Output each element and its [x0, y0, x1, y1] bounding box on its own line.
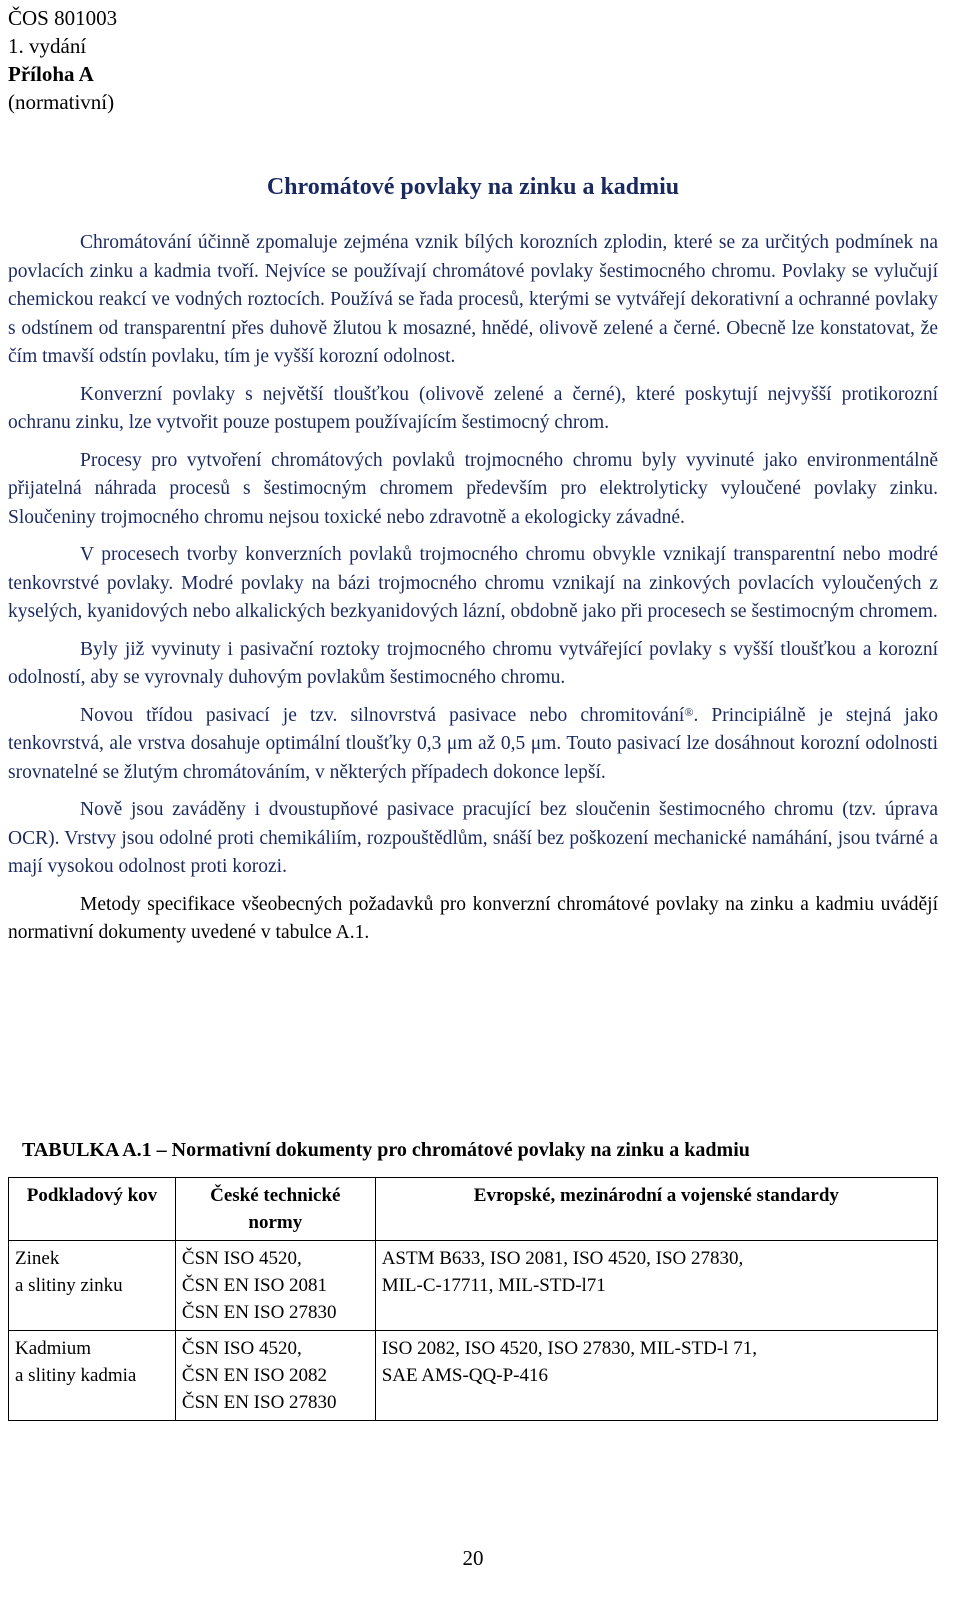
paragraph-6-end: . Principiálně je stejná jako tenkovrstvá, ale vrstva dosahuje optimální tloušťky 0,3 μm až 0,5 μm. Touto pasivací lze dosáhnout korozní odolnosti srovnatelné se žlutým chromátováním, v některých případech dokonce lepší.: [8, 704, 939, 783]
cell-line: SAE AMS-QQ-P-416: [381, 1365, 548, 1386]
cell-line: ISO 2082, ISO 4520, ISO 27830, MIL-STD-l 71,: [381, 1338, 757, 1359]
edition: 1. vydání: [8, 34, 87, 58]
cell-line: MIL-C-17711, MIL-STD-l71: [381, 1275, 606, 1296]
paragraph-4: V procesech tvorby konverzních povlaků trojmocného chromu obvykle vznikají transparentní nebo modré tenkovrstvé povlaky. Modré povlaky na bázi trojmocného chromu vznikají na zinkových povlacích vyloučených z kyselých, kyanidových nebo alkalických bezkyanidových lázní, obdobně jako při procesech se šestimocným chromem.: [8, 544, 938, 622]
registered-mark: ®: [684, 704, 694, 719]
page-title: Chromátové povlaky na zinku a kadmiu: [266, 174, 680, 200]
cell-metal: [9, 1241, 176, 1331]
standard-number: ČOS 801003: [8, 6, 118, 30]
cell-line: ČSN EN ISO 2082: [181, 1365, 328, 1386]
header-intl-standards: Evropské, mezinárodní a vojenské standardy: [375, 1178, 937, 1241]
paragraph-1: Chromátování účinně zpomaluje zejména vznik bílých korozních zplodin, které se za určitých podmínek na povlacích zinku a kadmia tvoří. Nejvíce se používají chromátové povlaky šestimocného chromu. Povlaky se vylučují chemickou reakcí ve vodných roztocích. Používá se řada procesů, kterými se vytvářejí dekorativní a ochranné povlaky s odstínem od transparentní přes duhově žlutou k mosazné, hnědé, olivově zelené a černé. Obecně lze konstatovat, že čím tmavší odstín povlaku, tím je vyšší korozní odolnost.: [8, 232, 938, 367]
cell-line: Kadmium: [15, 1338, 91, 1359]
paragraph-7: Nově jsou zaváděny i dvoustupňové pasivace pracující bez sloučenin šestimocného chromu (tzv. úprava OCR). Vrstvy jsou odolné proti chemikáliím, rozpouštědlům, snáší bez poškození mechanické namáhání, jsou tvárné a mají vysokou odolnost proti korozi.: [8, 799, 938, 877]
cell-metal: [9, 1331, 176, 1421]
norms-table: [8, 1177, 938, 1421]
header-czech-standards: České technické normy: [175, 1178, 375, 1241]
document-page: [8, 0, 938, 1597]
cell-line: a slitiny zinku: [15, 1275, 123, 1296]
table-header-row: [9, 1178, 938, 1241]
cell-line: ČSN EN ISO 27830: [181, 1302, 337, 1323]
table-caption: TABULKA A.1 – Normativní dokumenty pro chromátové povlaky na zinku a kadmiu: [22, 1139, 750, 1161]
header-base-metal: Podkladový kov: [9, 1178, 176, 1241]
cell-intl: [375, 1241, 937, 1331]
cell-line: ČSN ISO 4520,: [181, 1248, 302, 1269]
paragraph-6-start: Novou třídou pasivací je tzv. silnovrstvá pasivace nebo chromitování: [80, 704, 685, 726]
cell-czech: [175, 1241, 375, 1331]
body-text: [8, 229, 938, 957]
cell-line: Zinek: [15, 1248, 60, 1269]
paragraph-3: Procesy pro vytvoření chromátových povlaků trojmocného chromu byly vyvinuté jako environmentálně přijatelná náhrada procesů s šestimocným chromem především pro elektrolyticky vyloučené povlaky zinku. Sloučeniny trojmocného chromu nejsou toxické nebo zdravotně a ekologicky závadné.: [8, 449, 938, 528]
paragraph-2: Konverzní povlaky s největší tloušťkou (olivově zelené a černé), které poskytují nejvyšší protikorozní ochranu zinku, lze vytvořit pouze postupem používajícím šestimocný chrom.: [8, 383, 938, 433]
table-row: [9, 1331, 938, 1421]
paragraph-6: [8, 702, 938, 788]
cell-line: ASTM B633, ISO 2081, ISO 4520, ISO 27830,: [381, 1248, 744, 1269]
cell-line: ČSN EN ISO 2081: [181, 1275, 328, 1296]
annex-label: Příloha A: [8, 62, 94, 86]
paragraph-5: Byly již vyvinuty i pasivační roztoky trojmocného chromu vytvářející povlaky s vyšší tloušťkou a korozní odolností, aby se vyrovnaly duhovým povlakům šestimocného chromu.: [8, 638, 938, 688]
cell-intl: [375, 1331, 937, 1421]
table-row: [9, 1241, 938, 1331]
annex-type: (normativní): [8, 90, 115, 114]
cell-line: a slitiny kadmia: [15, 1365, 137, 1386]
cell-line: ČSN EN ISO 27830: [181, 1392, 337, 1413]
paragraph-8: Metody specifikace všeobecných požadavků pro konverzní chromátové povlaky na zinku a kadmiu uvádějí normativní dokumenty uvedené v tabulce A.1.: [8, 893, 938, 943]
page-number: 20: [462, 1546, 484, 1570]
cell-line: ČSN ISO 4520,: [181, 1338, 302, 1359]
cell-czech: [175, 1331, 375, 1421]
